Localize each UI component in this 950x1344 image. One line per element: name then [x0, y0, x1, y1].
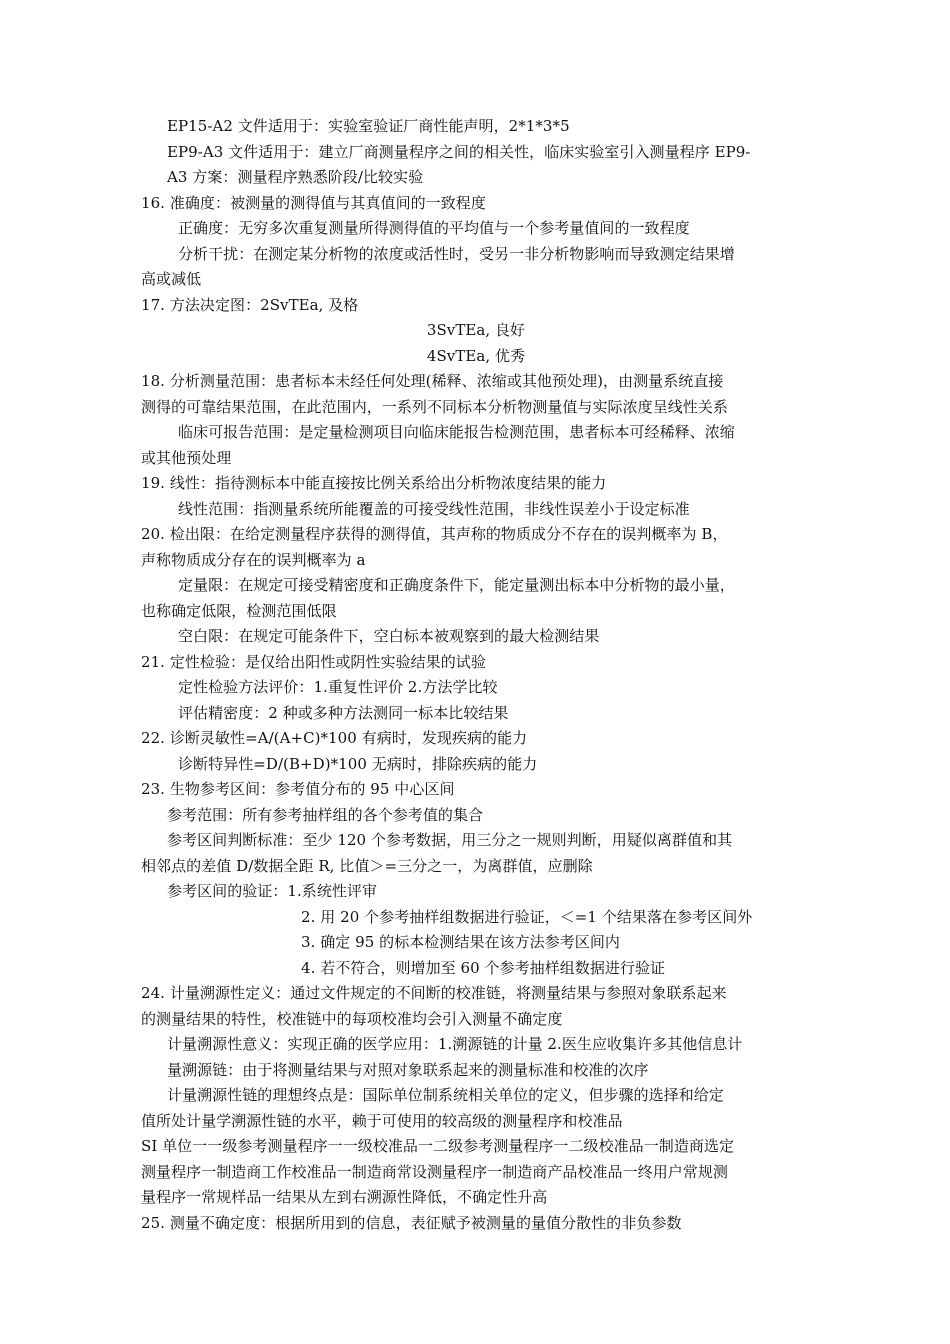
text-line: 17. 方法决定图：2SvTEa, 及格	[141, 295, 359, 314]
text-line: 声称物质成分存在的误判概率为 a	[141, 550, 366, 569]
text-line: 线性范围：指测量系统所能覆盖的可接受线性范围，非线性误差小于设定标准	[178, 499, 690, 518]
text-line: 高或减低	[141, 270, 202, 288]
text-line: 4. 若不符合，则增加至 60 个参考抽样组数据进行验证	[301, 958, 666, 977]
text-line: 22. 诊断灵敏性=A/(A+C)*100 有病时，发现疾病的能力	[141, 729, 528, 747]
text-line: A3 方案：测量程序熟悉阶段/比较实验	[167, 168, 424, 186]
text-line: 量程序一常规样品一结果从左到右溯源性降低，不确定性升高	[141, 1188, 548, 1206]
text-line: 计量溯源性链的理想终点是：国际单位制系统相关单位的定义，但步骤的选择和给定	[167, 1086, 724, 1104]
text-line: 临床可报告范围：是定量检测项目向临床能报告检测范围，患者标本可经稀释、浓缩	[178, 423, 735, 441]
text-line: 参考区间的验证：1.系统性评审	[167, 882, 378, 900]
text-line: 测得的可靠结果范围，在此范围内，一系列不同标本分析物测量值与实际浓度呈线性关系	[141, 397, 728, 416]
text-line: 23. 生物参考区间：参考值分布的 95 中心区间	[141, 780, 455, 798]
text-line: 16. 准确度：被测量的测得值与其真值间的一致程度	[141, 193, 486, 212]
text-line: 2. 用 20 个参考抽样组数据进行验证，＜=1 个结果落在参考区间外	[301, 907, 753, 926]
text-line: 20. 检出限：在给定测量程序获得的测得值，其声称的物质成分不存在的误判概率为 B，	[141, 525, 728, 543]
text-line: 定性检验方法评价：1.重复性评价 2.方法学比较	[178, 678, 498, 696]
text-line: 定量限：在规定可接受精密度和正确度条件下，能定量测出标本中分析物的最小量，	[178, 576, 735, 594]
text-line: 空白限：在规定可能条件下，空白标本被观察到的最大检测结果	[178, 627, 600, 645]
document-body	[141, 114, 811, 1236]
text-line: 评估精密度：2 种或多种方法测同一标本比较结果	[178, 703, 509, 722]
text-line: 值所处计量学溯源性链的水平，赖于可使用的较高级的测量程序和校准品	[141, 1111, 623, 1130]
text-line: 4SvTEa, 优秀	[426, 346, 526, 365]
text-line: 24. 计量溯源性定义：通过文件规定的不间断的校准链，将测量结果与参照对象联系起来	[141, 984, 727, 1002]
text-line: EP9-A3 文件适用于：建立厂商测量程序之间的相关性，临床实验室引入测量程序 EP9-	[167, 142, 751, 161]
text-line: 3. 确定 95 的标本检测结果在该方法参考区间内	[301, 933, 620, 951]
text-line: 也称确定低限，检测范围低限	[141, 601, 337, 620]
text-line: 25. 测量不确定度：根据所用到的信息，表征赋予被测量的量值分散性的非负参数	[141, 1213, 682, 1232]
text-line: 的测量结果的特性，校准链中的每项校准均会引入测量不确定度	[141, 1009, 563, 1028]
text-line: 或其他预处理	[141, 448, 232, 467]
text-line: 19. 线性：指待测标本中能直接按比例关系给出分析物浓度结果的能力	[141, 474, 607, 492]
text-line: 计量溯源性意义：实现正确的医学应用：1.溯源链的计量 2.医生应收集许多其他信息计	[167, 1035, 743, 1053]
text-line: 相邻点的差值 D/数据全距 R, 比值＞=三分之一，为离群值，应删除	[141, 856, 593, 875]
text-line: 21. 定性检验：是仅给出阳性或阴性实验结果的试验	[141, 652, 486, 671]
text-line: 量溯源链：由于将测量结果与对照对象联系起来的测量标准和校准的次序	[167, 1060, 649, 1079]
text-line: 参考范围：所有参考抽样组的各个参考值的集合	[167, 805, 484, 824]
text-line: 18. 分析测量范围：患者标本未经任何处理(稀释、浓缩或其他预处理)，由测量系统直接	[141, 372, 724, 390]
text-line: 正确度：无穷多次重复测量所得测得值的平均值与一个参考量值间的一致程度	[178, 219, 690, 237]
text-line: EP15-A2 文件适用于：实验室验证厂商性能声明，2*1*3*5	[167, 117, 570, 135]
text-line: 分析干扰：在测定某分析物的浓度或活性时，受另一非分析物影响而导致测定结果增	[178, 244, 735, 263]
text-line: 3SvTEa, 良好	[426, 321, 526, 339]
text-line: 测量程序一制造商工作校准品一制造商常设测量程序一制造商产品校准品一终用户常规测	[141, 1162, 728, 1181]
text-line: 诊断特异性=D/(B+D)*100 无病时，排除疾病的能力	[178, 754, 538, 773]
text-line: SI 单位一一级参考测量程序一一级校准品一二级参考测量程序一二级校准品一制造商选定	[141, 1137, 735, 1155]
text-line: 参考区间判断标准：至少 120 个参考数据，用三分之一规则判断，用疑似离群值和其	[167, 831, 733, 849]
